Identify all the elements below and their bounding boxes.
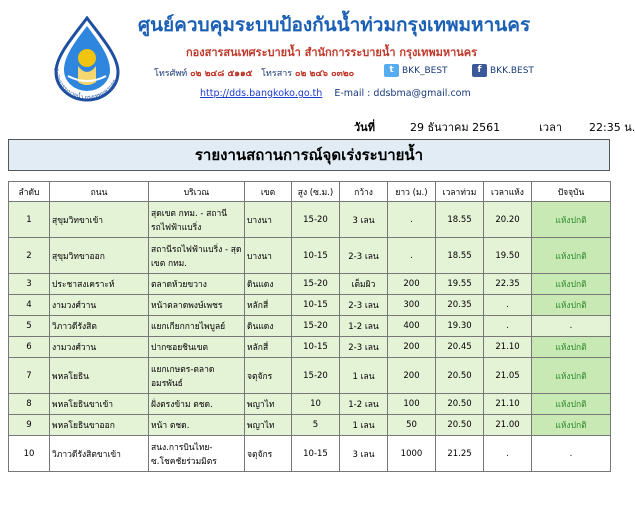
cell-area: หน้าตลาดพงษ์เพชร (149, 295, 245, 316)
cell-width: 2-3 เลน (340, 337, 388, 358)
cell-status: แห้งปกติ (532, 238, 611, 274)
cell-status: . (532, 316, 611, 337)
cell-width: 1-2 เลน (340, 316, 388, 337)
header-subtitle: กองสารสนเทศระบายน้ำ สำนักการระบายน้ำ กรุงเทพมหานคร (186, 46, 478, 59)
cell-dry-time: 21.10 (484, 394, 532, 415)
cell-status: . (532, 436, 611, 472)
cell-flood-time: 19.30 (436, 316, 484, 337)
cell-length: 200 (388, 358, 436, 394)
cell-status: แห้งปกติ (532, 202, 611, 238)
table-row (9, 358, 611, 394)
cell-area: หน้า ตชด. (149, 415, 245, 436)
cell-road: วิภาวดีรังสิตขาเข้า (50, 436, 149, 472)
cell-no: 2 (9, 238, 50, 274)
cell-dry-time: 19.50 (484, 238, 532, 274)
cell-no: 4 (9, 295, 50, 316)
cell-district: พญาไท (245, 394, 292, 415)
table-row (9, 394, 611, 415)
cell-area: สนง.การบินไทย-ซ.โชคชัยร่วมมิตร (149, 436, 245, 472)
cell-area: แยกเกียกกายไพบูลย์ (149, 316, 245, 337)
cell-area: ฝั่งตรงข้าม ตชด. (149, 394, 245, 415)
cell-district: หลักสี่ (245, 337, 292, 358)
cell-length: 300 (388, 295, 436, 316)
cell-road: ประชาสงเคราะห์ (50, 274, 149, 295)
table-row (9, 238, 611, 274)
cell-status: แห้งปกติ (532, 274, 611, 295)
email-label: E-mail : (334, 88, 371, 99)
cell-width: 1 เลน (340, 415, 388, 436)
cell-height: 10-15 (292, 436, 340, 472)
cell-no: 1 (9, 202, 50, 238)
facebook-icon: f (472, 64, 487, 77)
cell-district: จตุจักร (245, 358, 292, 394)
cell-flood-time: 20.50 (436, 415, 484, 436)
cell-dry-time: 21.00 (484, 415, 532, 436)
cell-flood-time: 20.50 (436, 358, 484, 394)
col-header: กว้าง (340, 182, 388, 202)
cell-status: แห้งปกติ (532, 337, 611, 358)
cell-road: งามวงศ์วาน (50, 337, 149, 358)
cell-no: 6 (9, 337, 50, 358)
drainage-points-table (8, 181, 611, 472)
header-title: ศูนย์ควบคุมระบบป้องกันน้ำท่วมกรุงเทพมหานคร (138, 14, 531, 36)
table-row (9, 337, 611, 358)
cell-district: บางนา (245, 202, 292, 238)
cell-width: 1-2 เลน (340, 394, 388, 415)
cell-height: 10-15 (292, 238, 340, 274)
cell-flood-time: 20.45 (436, 337, 484, 358)
cell-no: 9 (9, 415, 50, 436)
cell-district: จตุจักร (245, 436, 292, 472)
cell-length: 200 (388, 337, 436, 358)
cell-status: แห้งปกติ (532, 394, 611, 415)
time-label: เวลา (539, 121, 562, 134)
cell-height: 5 (292, 415, 340, 436)
cell-length: 1000 (388, 436, 436, 472)
table-header-row (9, 182, 611, 202)
col-header: เวลาแห้ง (484, 182, 532, 202)
cell-district: พญาไท (245, 415, 292, 436)
fax-number: ๐๒ ๒๔๖ ๐๓๒๐ (294, 69, 355, 79)
table-row (9, 202, 611, 238)
cell-length: 100 (388, 394, 436, 415)
cell-flood-time: 20.50 (436, 394, 484, 415)
twitter-link[interactable] (384, 64, 448, 77)
cell-width: 2-3 เลน (340, 238, 388, 274)
col-header: เขต (245, 182, 292, 202)
cell-length: 200 (388, 274, 436, 295)
phone-number: ๐๒ ๒๔๘ ๕๑๑๕ (190, 69, 253, 79)
website-link[interactable]: http://dds.bangkoko.go.th (200, 88, 323, 99)
cell-district: ดินแดง (245, 274, 292, 295)
cell-district: หลักสี่ (245, 295, 292, 316)
cell-road: พหลโยธินขาเข้า (50, 394, 149, 415)
cell-height: 15-20 (292, 202, 340, 238)
cell-dry-time: 20.20 (484, 202, 532, 238)
col-header: ลำดับ (9, 182, 50, 202)
col-header: ปัจจุบัน (532, 182, 611, 202)
contact-line (154, 66, 354, 80)
report-title: รายงานสถานการณ์จุดเร่งระบายน้ำ (8, 139, 610, 171)
facebook-link[interactable] (472, 64, 534, 77)
cell-length: . (388, 238, 436, 274)
date-time-row (354, 118, 635, 136)
cell-flood-time: 18.55 (436, 202, 484, 238)
table-row (9, 295, 611, 316)
cell-height: 15-20 (292, 358, 340, 394)
cell-flood-time: 21.25 (436, 436, 484, 472)
twitter-icon: t (384, 64, 399, 77)
cell-area: ปากซอยชินเขต (149, 337, 245, 358)
cell-height: 15-20 (292, 274, 340, 295)
col-header: เวลาท่วม (436, 182, 484, 202)
cell-width: 3 เลน (340, 202, 388, 238)
phone-label: โทรศัพท์ (154, 69, 188, 79)
cell-area: สุดเขต กทม. - สถานีรถไฟฟ้าแบริ่ง (149, 202, 245, 238)
cell-road: สุขุมวิทขาเข้า (50, 202, 149, 238)
cell-flood-time: 18.55 (436, 238, 484, 274)
cell-no: 7 (9, 358, 50, 394)
cell-area: แยกเกษตร-ตลาดอมรพันธ์ (149, 358, 245, 394)
table-row (9, 274, 611, 295)
cell-status: แห้งปกติ (532, 415, 611, 436)
cell-length: 400 (388, 316, 436, 337)
cell-road: พหลโยธินขาออก (50, 415, 149, 436)
cell-status: แห้งปกติ (532, 295, 611, 316)
cell-dry-time: 22.35 (484, 274, 532, 295)
cell-height: 10 (292, 394, 340, 415)
table-row (9, 316, 611, 337)
cell-length: 50 (388, 415, 436, 436)
date-value: 29 ธันวาคม 2561 (409, 121, 501, 134)
url-row (200, 88, 471, 99)
cell-road: พหลโยธิน (50, 358, 149, 394)
cell-no: 10 (9, 436, 50, 472)
cell-width: เต็มผิว (340, 274, 388, 295)
cell-dry-time: 21.10 (484, 337, 532, 358)
col-header: บริเวณ (149, 182, 245, 202)
col-header: สูง (ซ.ม.) (292, 182, 340, 202)
col-header: ถนน (50, 182, 149, 202)
cell-area: ตลาดห้วยขวาง (149, 274, 245, 295)
cell-height: 15-20 (292, 316, 340, 337)
time-value: 22:35 น. (589, 121, 635, 134)
cell-status: แห้งปกติ (532, 358, 611, 394)
cell-width: 3 เลน (340, 436, 388, 472)
table-row (9, 436, 611, 472)
twitter-handle: BKK_BEST (402, 65, 448, 76)
fax-label: โทรสาร (261, 69, 293, 79)
cell-dry-time: . (484, 295, 532, 316)
cell-height: 10-15 (292, 295, 340, 316)
bma-drainage-logo (44, 16, 130, 102)
cell-district: ดินแดง (245, 316, 292, 337)
cell-road: วิภาวดีรังสิต (50, 316, 149, 337)
svg-text:สำนักการระบายน้ำ กรุงเทพมหานคร: สำนักการระบายน้ำ กรุงเทพมหานคร (51, 67, 119, 102)
email-address[interactable]: ddsbma@gmail.com (373, 88, 471, 99)
facebook-handle: BKK.BEST (490, 65, 534, 76)
cell-no: 8 (9, 394, 50, 415)
cell-flood-time: 20.35 (436, 295, 484, 316)
header (8, 0, 614, 108)
cell-road: งามวงศ์วาน (50, 295, 149, 316)
date-label: วันที่ (354, 121, 375, 134)
table-row (9, 415, 611, 436)
cell-district: บางนา (245, 238, 292, 274)
cell-area: สถานีรถไฟฟ้าแบริ่ง - สุดเขต กทม. (149, 238, 245, 274)
cell-width: 2-3 เลน (340, 295, 388, 316)
cell-height: 10-15 (292, 337, 340, 358)
cell-road: สุขุมวิทขาออก (50, 238, 149, 274)
cell-dry-time: . (484, 436, 532, 472)
cell-no: 3 (9, 274, 50, 295)
cell-dry-time: . (484, 316, 532, 337)
cell-dry-time: 21.05 (484, 358, 532, 394)
cell-no: 5 (9, 316, 50, 337)
cell-length: . (388, 202, 436, 238)
cell-width: 1 เลน (340, 358, 388, 394)
col-header: ยาว (ม.) (388, 182, 436, 202)
cell-flood-time: 19.55 (436, 274, 484, 295)
